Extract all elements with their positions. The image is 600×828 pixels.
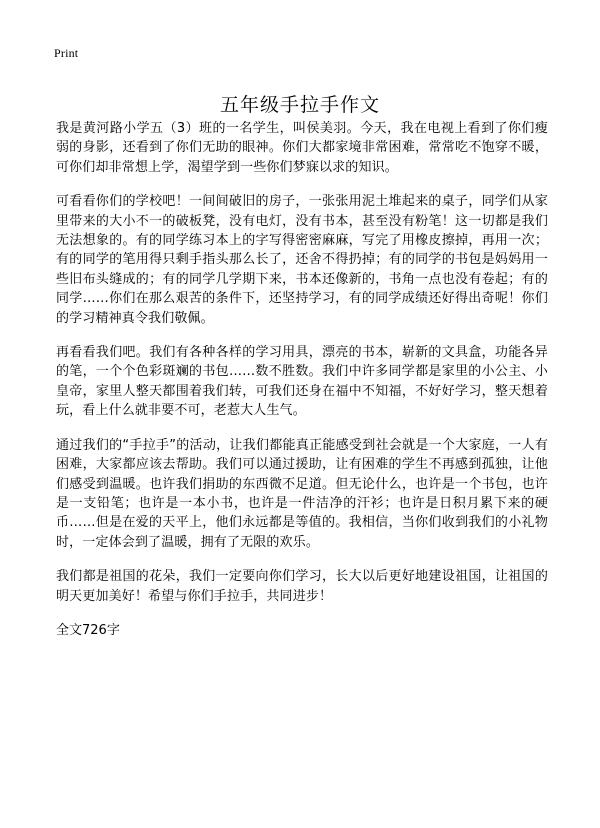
document-title: 五年级手拉手作文 [219,93,380,116]
paragraph-3: 再看看我们吧。我们有各种各样的学习用具，漂亮的书本，崭新的文具盒，功能各异的笔，一个个色彩斑斓的书包……数不胜数。我们中许多同学都是家里的小公主、小皇帝，家里人整天都围着我们转，可我们还身在福中不知福，不好好学习，整天想着玩，看上什么就非要不可，老惹大人生气。 [56,345,548,419]
print-label: Print [54,46,79,60]
paragraph-1: 我是黄河路小学五（3）班的一名学生，叫侯美羽。今天，我在电视上看到了你们瘦弱的身影，还看到了你们无助的眼神。你们大都家境非常困难，常常吃不饱穿不暖，可你们却非常想上学，渴望学到一些你们梦寐以求的知识。 [56,121,548,175]
word-count: 全文726字 [56,622,120,638]
document-body [56,119,548,640]
paragraph-2: 可看看你们的学校吧！一间间破旧的房子，一张张用泥土堆起来的桌子，同学们从家里带来的大小不一的破板凳，没有电灯，没有书本，甚至没有粉笔！这一切都是我们无法想象的。有的同学练习本上的字写得密密麻麻，写完了用橡皮擦掉，再用一次；有的同学的笔用得只剩手指头那么长了，还舍不得扔掉；有的同学的书包是妈妈用一些旧布头缝成的；有的同学几学期下来，书本还像新的，书角一点也没有卷起；有的同学……你们在那么艰苦的条件下，还坚持学习，有的同学成绩还好得出奇呢！你们的学习精神真令我们敬佩。 [56,194,548,326]
paragraph-4: 通过我们的“手拉手”的活动，让我们都能真正能感受到社会就是一个大家庭，一人有困难，大家都应该去帮助。我们可以通过援助，让有困难的学生不再感到孤独，让他们感受到温暖。也许我们捐助的东西微不足道。但无论什么，也许是一个书包，也许是一支铅笔；也许是一本小书，也许是一件洁净的汗衫；也许是日积月累下来的硬币……但是在爱的天平上，他们永远都是等值的。我相信，当你们收到我们的小礼物时，一定体会到了温暖，拥有了无限的欢乐。 [56,437,548,550]
paragraph-5: 我们都是祖国的花朵，我们一定要向你们学习，长大以后更好地建设祖国，让祖国的明天更加美好！希望与你们手拉手，共同进步！ [56,569,548,604]
